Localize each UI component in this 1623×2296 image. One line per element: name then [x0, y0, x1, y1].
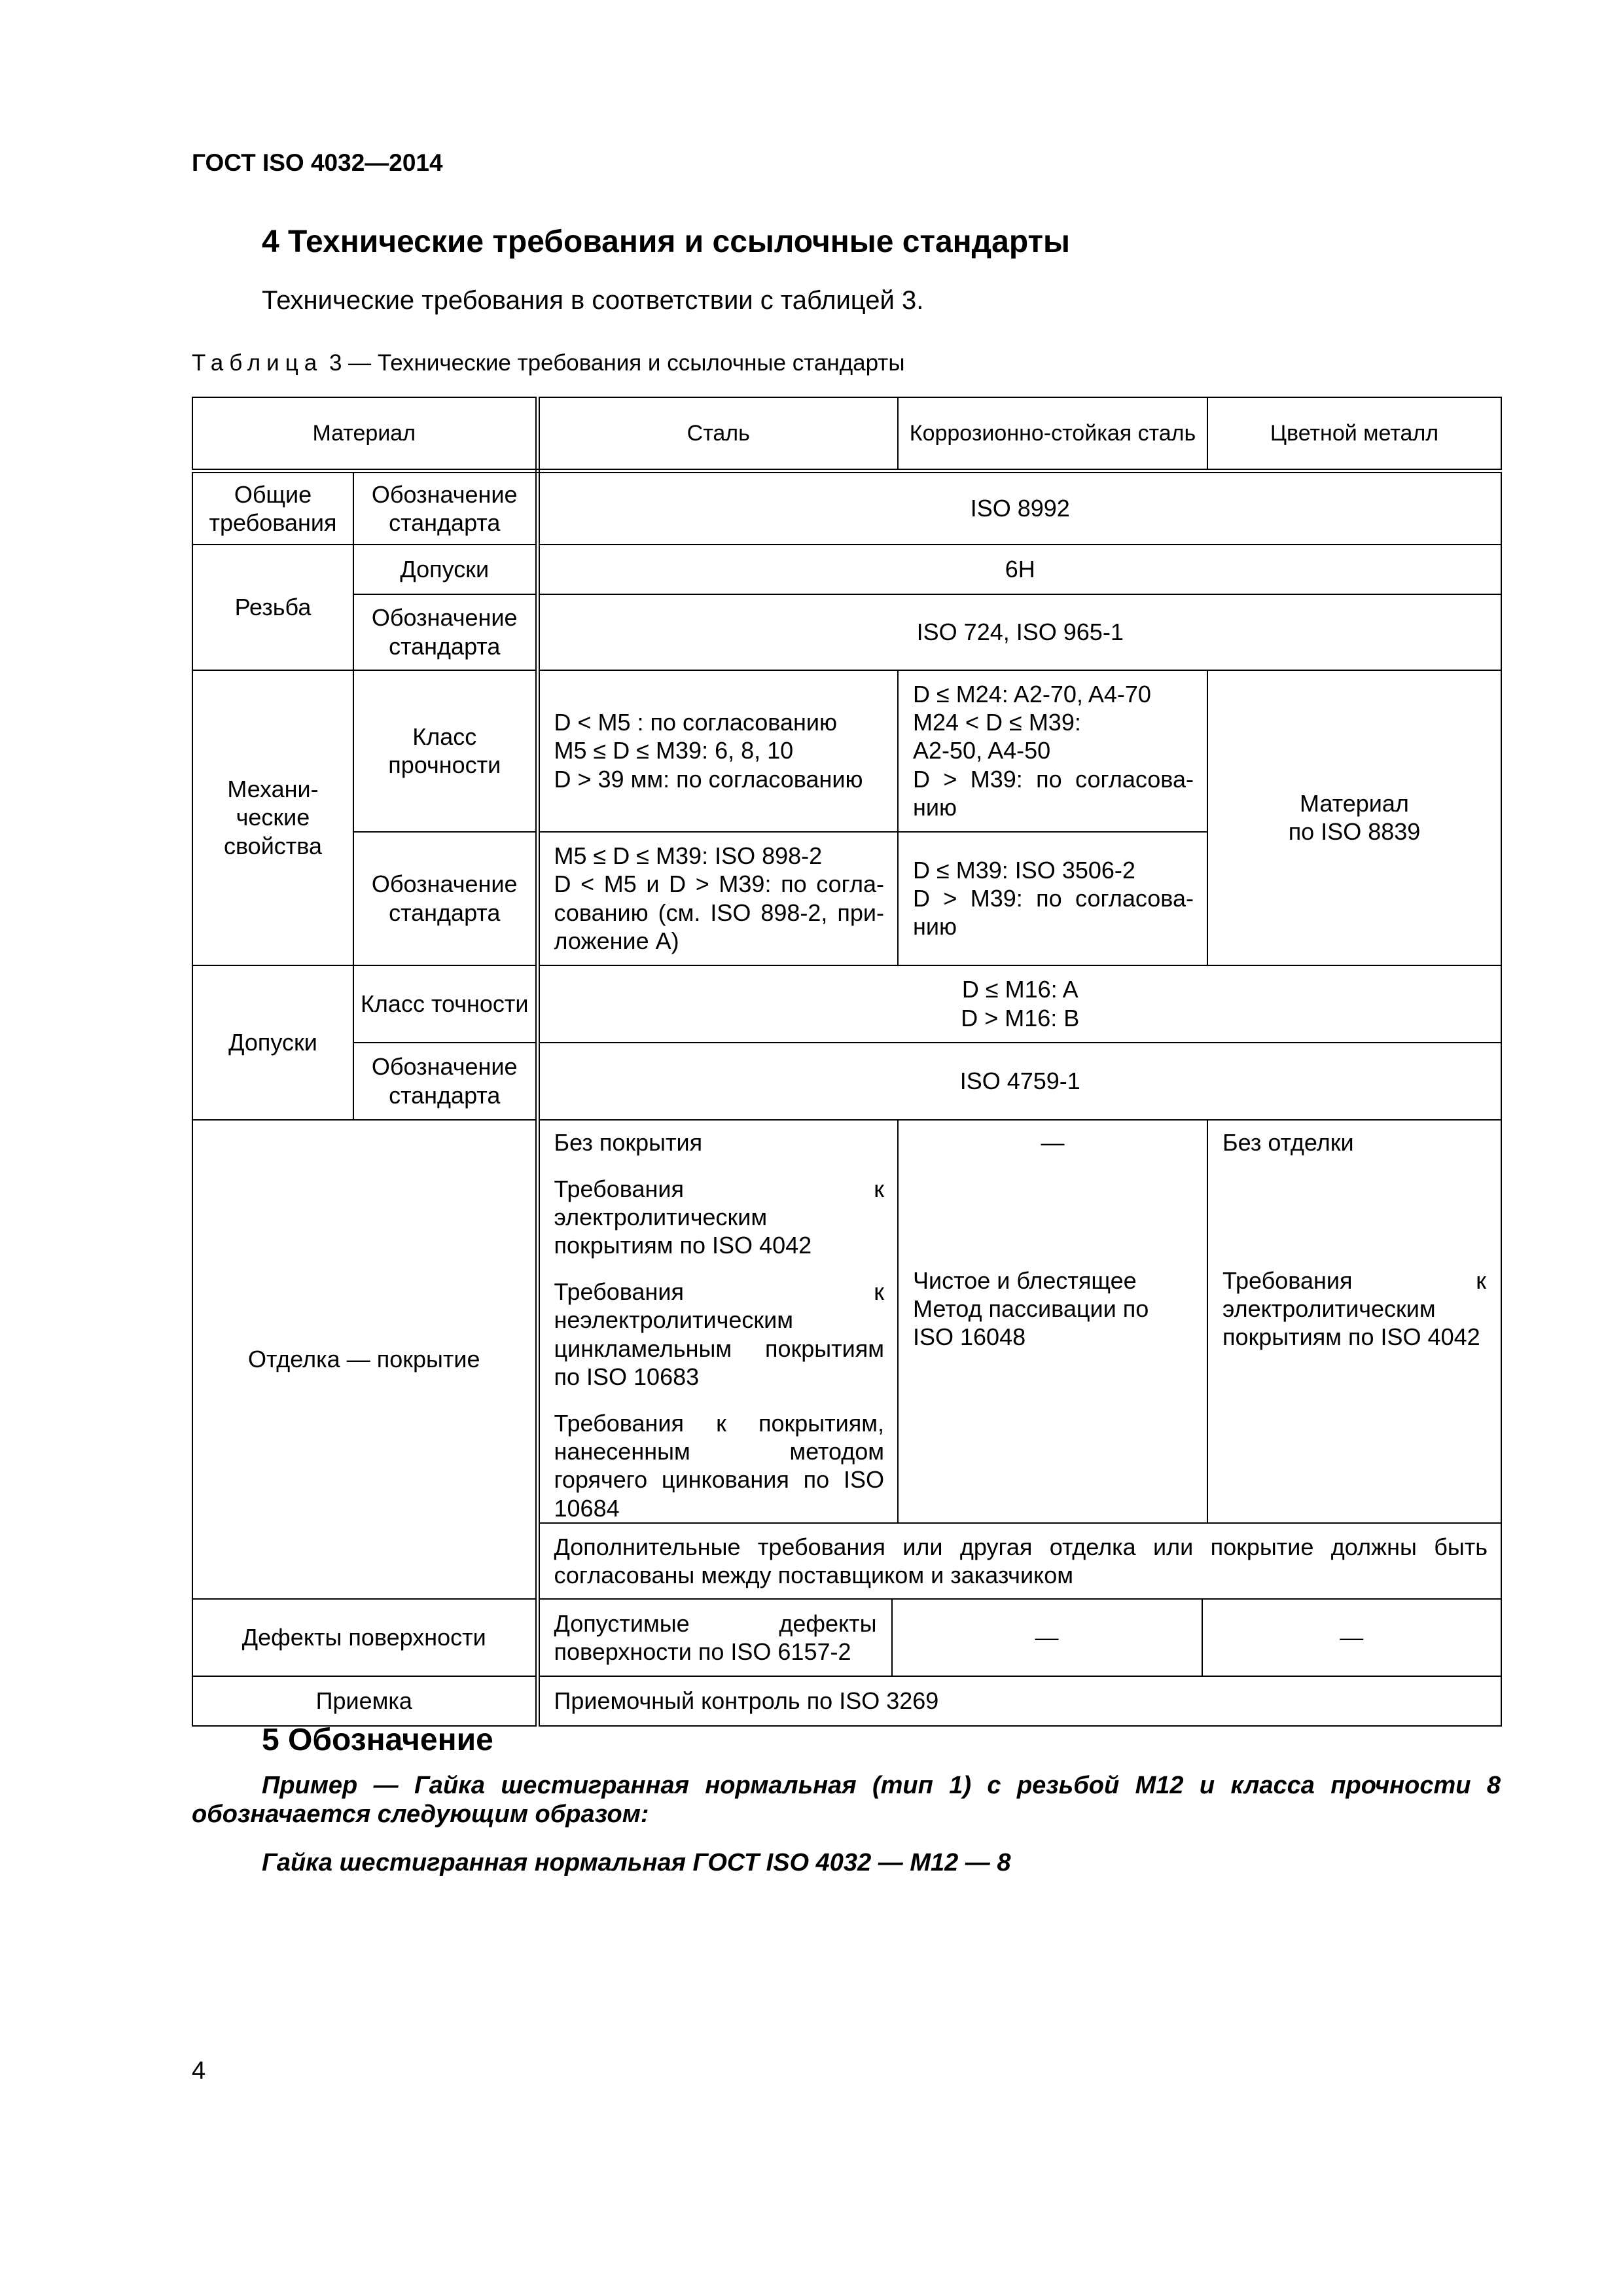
text-block: Требования к электролитическим покрытиям по ISO 4042 [1222, 1266, 1486, 1351]
table-row [192, 1120, 1501, 1523]
finish-nonferrous [1207, 1120, 1501, 1523]
text-line: M5 ≤ D ≤ M39: ISO 898-2 [554, 842, 823, 870]
header-steel: Сталь [537, 397, 898, 471]
example-text: Пример — Гайка шестигранная нормальная (тип 1) с резьбой M12 и класса прочности 8 обозначается следующим образом: [192, 1772, 1501, 1828]
mech-class-stainless [898, 670, 1207, 832]
text-line: D < M5 и D > M39: по согла-сованию (см. ISO 898-2, при-ложение A) [554, 870, 884, 954]
defects-nonferrous: — [1340, 1624, 1364, 1651]
mech-std-label: Обозначение стандарта [353, 832, 537, 965]
text-line: D ≤ M16: A [961, 976, 1079, 1003]
text-line: D > 39 мм: по согласованию [554, 765, 863, 793]
tol-class-value [537, 965, 1501, 1043]
text-line: D ≤ M39: ISO 3506-2 [913, 856, 1135, 884]
text-line: по ISO 8839 [1288, 818, 1421, 845]
section-5-heading: 5 Обозначение [262, 1723, 493, 1757]
general-group: Общие требования [192, 471, 353, 545]
table-row [192, 471, 1501, 545]
general-value: ISO 8992 [537, 471, 1501, 545]
defects-steel [540, 1600, 893, 1676]
text-line: A2-50, A4-50 [913, 737, 1051, 764]
table-caption-label: Таблица [192, 350, 323, 376]
thread-std-value: ISO 724, ISO 965-1 [537, 594, 1501, 670]
text-line: Материал [1300, 789, 1409, 817]
text-block: Чистое и блестящее Метод пассивации по ISO 16048 [913, 1266, 1149, 1351]
finish-additional: Дополнительные требования или другая отделка или покрытие должны быть согласованы между поставщиком и заказчиком [537, 1523, 1501, 1599]
acceptance-label: Приемка [192, 1676, 537, 1726]
finish-steel [537, 1120, 898, 1523]
thread-group: Резьба [192, 545, 353, 670]
tolerances-group: Допуски [192, 965, 353, 1120]
text-line: D > M39: по согласова-нию [913, 765, 1194, 821]
table-header-row [192, 397, 1501, 471]
table-caption [192, 350, 904, 376]
general-label: Обозначение стандарта [353, 471, 537, 545]
mech-std-stainless [898, 832, 1207, 965]
text-line: D ≤ M24: A2-70, A4-70 [913, 681, 1151, 708]
table-row [192, 594, 1501, 670]
text-block: Без отделки [1222, 1128, 1354, 1156]
defects-values [537, 1599, 1501, 1676]
text-line: M5 ≤ D ≤ M39: 6, 8, 10 [554, 737, 794, 764]
mechanical-group: Механи-ческие свойства [192, 670, 353, 965]
tol-std-label: Обозначение стандарта [353, 1043, 537, 1120]
finish-stainless [898, 1120, 1207, 1523]
tol-std-value: ISO 4759-1 [537, 1043, 1501, 1120]
text-line: D > M39: по согласова-нию [913, 884, 1194, 941]
table-row [192, 965, 1501, 1043]
text-line: M24 < D ≤ M39: [913, 709, 1081, 736]
table-row [192, 545, 1501, 594]
table-row [192, 1599, 1501, 1676]
defects-stainless: — [893, 1600, 1203, 1676]
designation-text: Гайка шестигранная нормальная ГОСТ ISO 4032 — M12 — 8 [262, 1849, 1011, 1876]
page-number: 4 [192, 2057, 206, 2085]
table-row [192, 670, 1501, 832]
header-stainless: Коррозионно-стойкая сталь [898, 397, 1207, 471]
document-id: ГОСТ ISO 4032—2014 [192, 149, 443, 176]
header-material: Материал [192, 397, 537, 471]
text-block: Требования к электролитическим покрытиям по ISO 4042 [554, 1175, 884, 1259]
text-line: D > M16: B [961, 1004, 1080, 1031]
header-nonferrous: Цветной металл [1207, 397, 1501, 471]
finish-label: Отделка — покрытие [192, 1120, 537, 1599]
tol-class-label: Класс точности [353, 965, 537, 1043]
acceptance-value: Приемочный контроль по ISO 3269 [537, 1676, 1501, 1726]
text-block: Требования к неэлектролитическим цинкламельным покрытиям по ISO 10683 [554, 1278, 884, 1390]
mech-class-steel [537, 670, 898, 832]
dash: — [1041, 1128, 1065, 1156]
defects-steel-text: Допустимые дефекты поверхности по ISO 6157-2 [554, 1609, 877, 1665]
section-4-paragraph: Технические требования в соответствии с таблицей 3. [262, 286, 924, 315]
defects-subgrid [540, 1600, 1501, 1676]
requirements-table [192, 397, 1502, 1727]
thread-std-label: Обозначение стандарта [353, 594, 537, 670]
text-block: Без покрытия [554, 1128, 703, 1156]
mech-class-label: Класс прочности [353, 670, 537, 832]
mech-std-steel [537, 832, 898, 965]
thread-tol-label: Допуски [353, 545, 537, 594]
text-line: D < M5 : по согласованию [554, 709, 838, 736]
defects-label: Дефекты поверхности [192, 1599, 537, 1676]
thread-tol-value: 6H [537, 545, 1501, 594]
section-4-heading: 4 Технические требования и ссылочные стандарты [262, 224, 1071, 259]
table-row [192, 1676, 1501, 1726]
mech-nonferrous [1207, 670, 1501, 965]
table-caption-text: 3 — Технические требования и ссылочные стандарты [329, 350, 905, 376]
table-row [192, 1043, 1501, 1120]
text-block: Требования к покрытиям, нанесенным методом горячего цинкования по ISO 10684 [554, 1410, 884, 1522]
